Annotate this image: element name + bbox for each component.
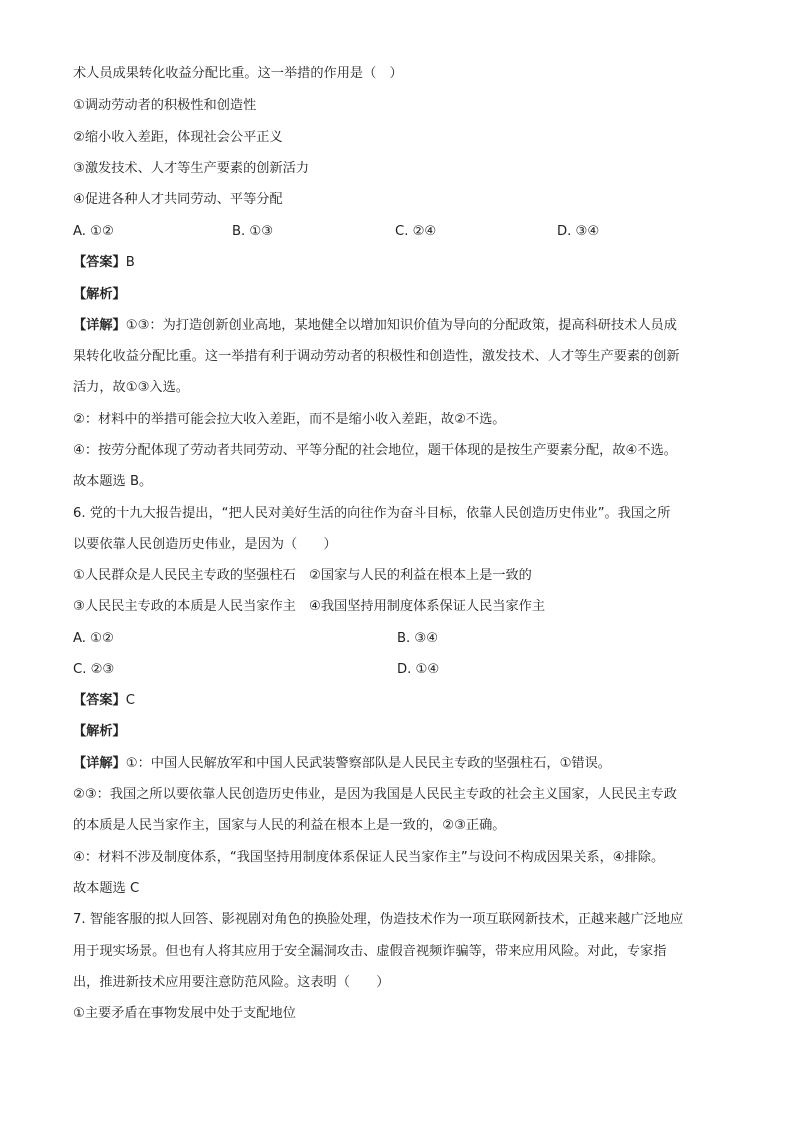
q5-item-4: ④促进各种人才共同劳动、平等分配 [73,192,283,207]
q5-detail-line-3: 活力，故①③入选。 [73,380,189,395]
answer-value: B [125,255,135,270]
q6-items-row-1: ①人民群众是人民民主专政的坚强柱石 ②国家与人民的利益在根本上是一致的 [73,568,532,583]
detail-text: ①③：为打造创新创业高地，某地健全以增加知识价值为导向的分配政策，提高科研技术人员成 [125,318,677,333]
q6-detail-line-1 [73,754,611,774]
q6-option-a: A. ①② [73,631,114,646]
q6-detail-line-5: 故本题选 C [73,881,140,896]
detail-text: ①：中国人民解放军和中国人民武装警察部队是人民民主专政的坚强柱石，①错误。 [125,756,611,771]
q5-answer [73,253,135,273]
q6-analysis-tag: 【解析】 [73,724,126,739]
q7-item-1: ①主要矛盾在事物发展中处于支配地位 [73,1006,296,1021]
q5-option-a: A. ①② [73,224,114,239]
q6-stem-line-1: 6. 党的十九大报告提出，“把人民对美好生活的向往作为奋斗目标，依靠人民创造历史伟业”。我国之所 [73,506,671,521]
q6-detail-line-2: ②③：我国之所以要依靠人民创造历史伟业，是因为我国是人民民主专政的社会主义国家，人民民主专政 [73,787,677,802]
q5-detail-line-4: ②：材料中的举措可能会拉大收入差距，而不是缩小收入差距，故②不选。 [73,412,506,427]
q5-analysis-tag: 【解析】 [73,287,126,302]
q5-option-b: B. ①③ [232,224,274,239]
q5-option-c: C. ②④ [395,224,437,239]
q6-detail-line-3: 的本质是人民当家作主，国家与人民的利益在根本上是一致的，②③正确。 [73,818,506,833]
answer-tag: 【答案】 [73,255,126,270]
q5-item-2: ②缩小收入差距，体现社会公平正义 [73,130,283,145]
q5-item-1: ①调动劳动者的积极性和创造性 [73,98,257,113]
q6-option-b: B. ③④ [397,631,439,646]
q7-stem-line-2: 用于现实场景。但也有人将其应用于安全漏洞攻击、虚假音视频诈骗等，带来应用风险。对此，专家指 [73,944,667,959]
answer-tag: 【答案】 [73,693,126,708]
q5-detail-line-6: 故本题选 B。 [73,474,153,489]
q6-option-c: C. ②③ [73,662,115,677]
q7-stem-line-3: 出，推进新技术应用要注意防范风险。这表明（ ） [73,975,390,990]
q6-detail-line-4: ④：材料不涉及制度体系，“我国坚持用制度体系保证人民当家作主”与设问不构成因果关系，④排除。 [73,850,665,865]
q6-stem-line-2: 以要依靠人民创造历史伟业，是因为（ ） [73,537,337,552]
q5-item-3: ③激发技术、人才等生产要素的创新活力 [73,161,310,176]
q6-items-row-2: ③人民民主专政的本质是人民当家作主 ④我国坚持用制度体系保证人民当家作主 [73,599,546,614]
q5-stem-continuation: 术人员成果转化收益分配比重。这一举措的作用是（ ） [73,66,403,81]
q6-answer [73,691,135,711]
q6-option-d: D. ①④ [397,662,440,677]
detail-tag: 【详解】 [73,318,126,333]
answer-value: C [125,693,135,708]
q7-stem-line-1: 7. 智能客服的拟人回答、影视剧对角色的换脸处理，伪造技术作为一项互联网新技术，正越来越广泛地应 [73,912,684,927]
q5-detail-line-1 [73,316,677,336]
q5-detail-line-5: ④：按劳分配体现了劳动者共同劳动、平等分配的社会地位，题干体现的是按生产要素分配，故④不选。 [73,443,677,458]
q5-detail-line-2: 果转化收益分配比重。这一举措有利于调动劳动者的积极性和创造性，激发技术、人才等生产要素的创新 [73,349,680,364]
q5-option-d: D. ③④ [557,224,600,239]
detail-tag: 【详解】 [73,756,126,771]
